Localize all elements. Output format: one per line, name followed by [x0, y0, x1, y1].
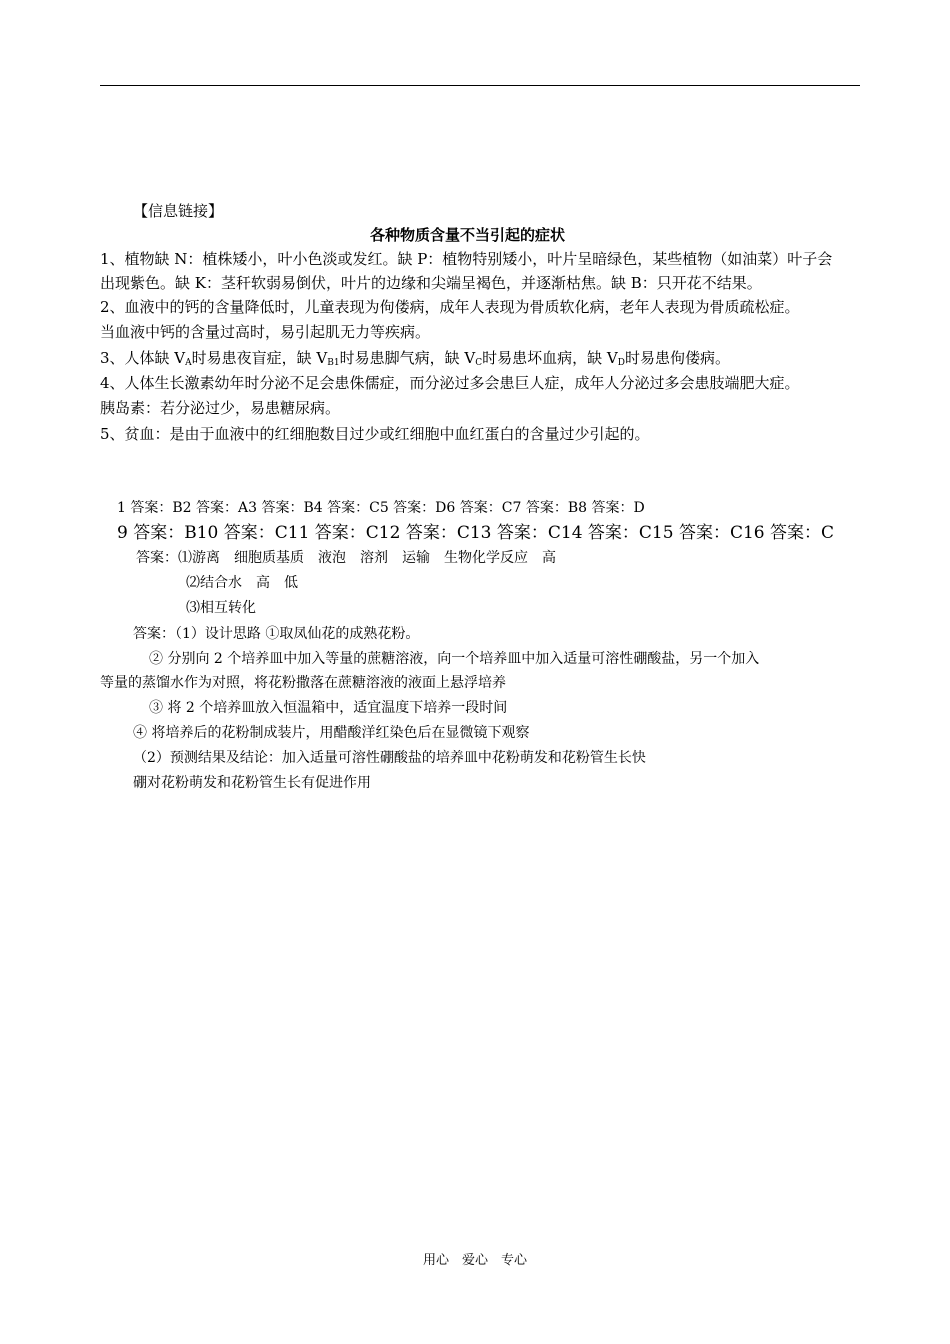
- answer-line: ⑶相互转化: [186, 600, 256, 616]
- vitamin-text: 时易患脚气病，缺 V: [339, 349, 476, 367]
- answer-line: ④ 将培养后的花粉制成装片，用醋酸洋红染色后在显微镜下观察: [133, 725, 530, 741]
- item-line: 4、人体生长激素幼年时分泌不足会患侏儒症，而分泌过多会患巨人症，成年人分泌过多会患肢端肥大症。: [100, 374, 800, 392]
- answer-line: 等量的蒸馏水作为对照，将花粉撒落在蔗糖溶液的液面上悬浮培养: [100, 675, 506, 691]
- item-line: 出现紫色。缺 K：茎秆软弱易倒伏，叶片的边缘和尖端呈褐色，并逐渐枯焦。缺 B：只开花不结果。: [100, 274, 762, 292]
- vitamin-subscript: D: [617, 358, 625, 368]
- answers-row: 9 答案：B10 答案：C11 答案：C12 答案：C13 答案：C14 答案：C15 答案：C16 答案：C: [117, 523, 835, 543]
- item-line: 当血液中钙的含量过高时，易引起肌无力等疾病。: [100, 323, 431, 341]
- vitamin-subscript: A: [185, 358, 192, 368]
- vitamin-text: 时易患坏血病，缺 V: [482, 349, 618, 367]
- vitamin-line: [100, 348, 730, 368]
- answer-line: ③ 将 2 个培养皿放入恒温箱中，适宜温度下培养一段时间: [149, 700, 508, 716]
- item-line: 2、血液中的钙的含量降低时，儿童表现为佝偻病，成年人表现为骨质软化病，老年人表现为骨质疏松症。: [100, 298, 800, 316]
- answer-line: 答案：⑴游离 细胞质基质 液泡 溶剂 运输 生物化学反应 高: [136, 550, 556, 566]
- vitamin-text: 时易患佝偻病。: [624, 349, 730, 367]
- item-line: 胰岛素：若分泌过少，易患糖尿病。: [100, 399, 341, 417]
- page-footer: 用心 爱心 专心: [422, 1253, 527, 1268]
- answer-line: 答案：（1）设计思路 ①取凤仙花的成熟花粉。: [133, 626, 420, 642]
- answer-line: ② 分别向 2 个培养皿中加入等量的蔗糖溶液，向一个培养皿中加入适量可溶性硼酸盐，另一个加入: [149, 651, 760, 667]
- header-rule: [100, 85, 860, 86]
- vitamin-subscript: B1: [327, 358, 340, 368]
- item-line: 1、植物缺 N：植株矮小，叶小色淡或发红。缺 P：植物特别矮小，叶片呈暗绿色，某些植物（如油菜）叶子会: [100, 250, 833, 268]
- info-heading: 【信息链接】: [133, 202, 224, 220]
- vitamin-text: 3、人体缺 V: [100, 349, 186, 367]
- vitamin-subscript: C: [475, 358, 483, 368]
- answers-row: 1 答案：B2 答案：A3 答案：B4 答案：C5 答案：D6 答案：C7 答案：B8 答案：D: [117, 500, 645, 516]
- vitamin-text: 时易患夜盲症，缺 V: [191, 349, 328, 367]
- page-title: 各种物质含量不当引起的症状: [370, 226, 566, 244]
- answer-line: 硼对花粉萌发和花粉管生长有促进作用: [133, 775, 371, 791]
- answer-line: ⑵结合水 高 低: [186, 575, 298, 591]
- answer-line: （2）预测结果及结论：加入适量可溶性硼酸盐的培养皿中花粉萌发和花粉管生长快: [133, 750, 646, 766]
- item-line: 5、贫血：是由于血液中的红细胞数目过少或红细胞中血红蛋白的含量过少引起的。: [100, 425, 650, 443]
